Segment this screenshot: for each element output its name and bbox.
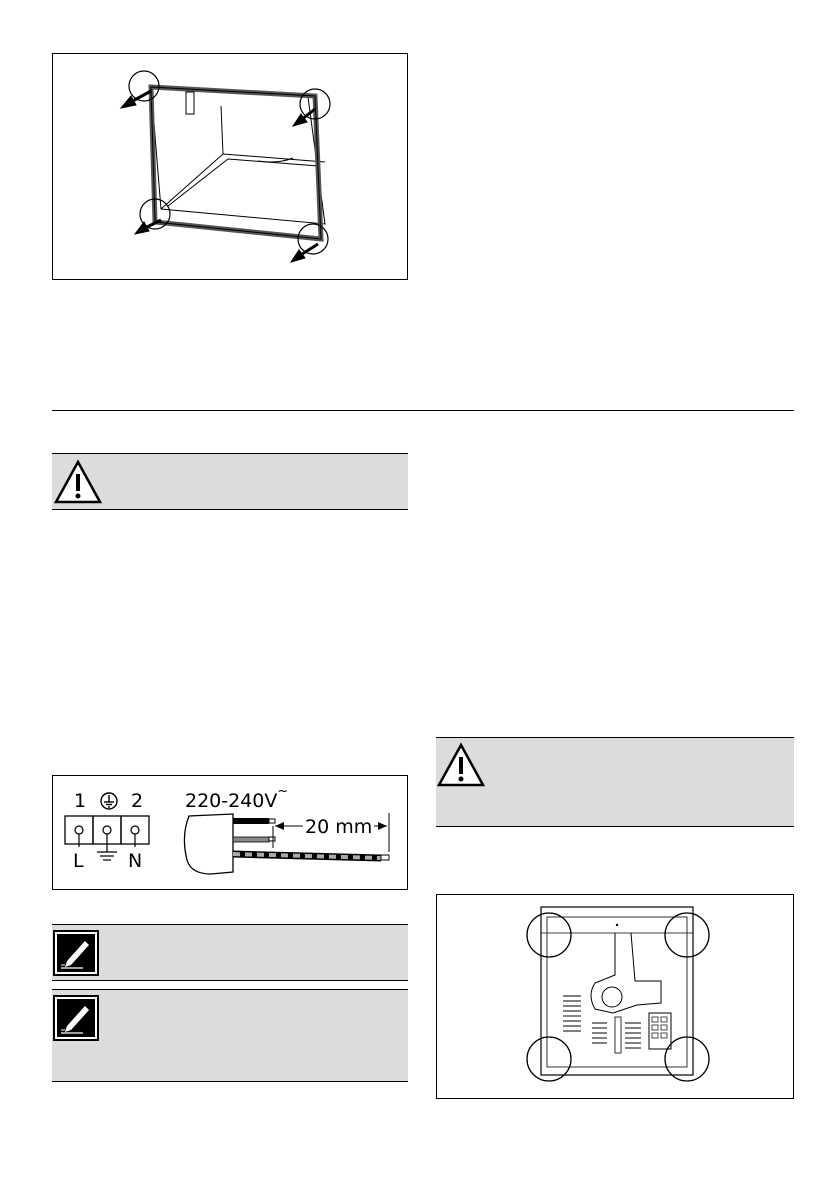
- warning-box-left: [52, 453, 408, 510]
- pencil-note-icon: [53, 930, 99, 976]
- warning-triangle-icon: [54, 459, 102, 505]
- terminal-1-label: 1: [74, 790, 87, 812]
- strip-length-label: 20 mm: [305, 816, 373, 838]
- terminal-L-label: L: [73, 850, 84, 872]
- warning-box-right: [436, 737, 794, 827]
- terminal-2-label: 2: [131, 790, 144, 812]
- note-box-1: [52, 924, 408, 981]
- corner-circle-top-left: [527, 913, 571, 957]
- voltage-label: 220-240V~: [185, 784, 289, 812]
- note-box-2: [52, 989, 408, 1082]
- oven-back-illustration: [437, 895, 793, 1098]
- section-divider: [52, 410, 794, 411]
- figure-wiring: [52, 775, 408, 890]
- earth-ground-icon: [99, 791, 119, 811]
- ac-tilde: ~: [277, 784, 289, 799]
- pencil-note-icon: [53, 995, 99, 1041]
- terminal-N-label: N: [128, 850, 143, 872]
- figure-oven-back: [436, 894, 794, 1099]
- oven-cavity-illustration: [53, 54, 407, 279]
- figure-oven-cavity: [52, 53, 408, 280]
- warning-triangle-icon: [437, 742, 485, 788]
